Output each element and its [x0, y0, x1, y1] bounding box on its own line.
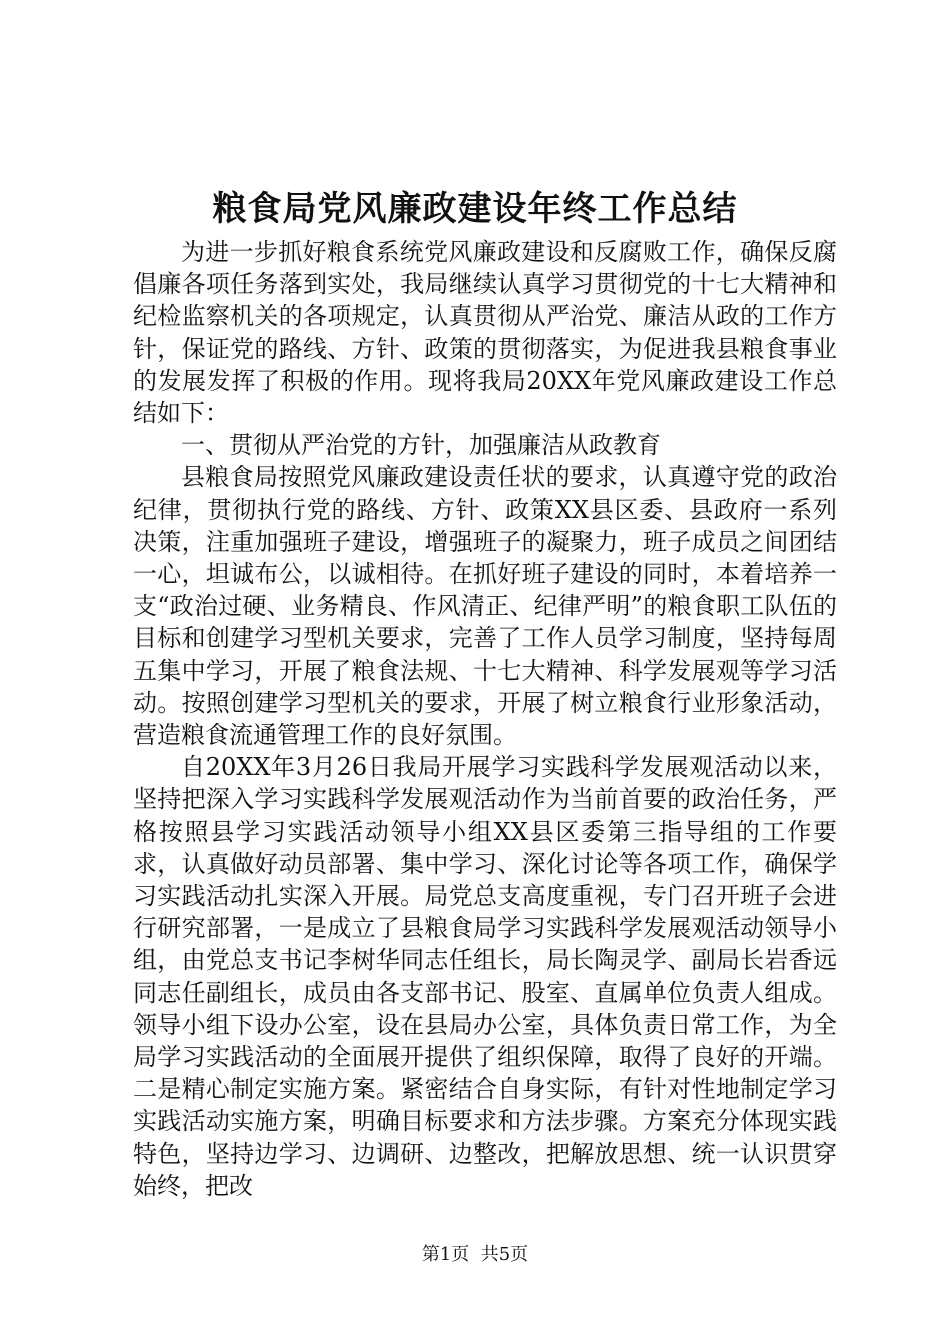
body-paragraph: 县粮食局按照党风廉政建设责任状的要求，认真遵守党的政治纪律，贯彻执行党的路线、方针、政策XX县区委、县政府一系列决策，注重加强班子建设，增强班子的凝聚力，班子成员之间团结一心，坦诚布公，以诚相待。在抓好班子建设的同时，本着培养一支“政治过硬、业务精良、作风清正、纪律严明”的粮食职工队伍的目标和创建学习型机关要求，完善了工作人员学习制度，坚持每周五集中学习，开展了粮食法规、十七大精神、科学发展观等学习活动。按照创建学习型机关的要求，开展了树立粮食行业形象活动，营造粮食流通管理工作的良好氛围。 [133, 463, 837, 750]
page-number: 第1页 [421, 1244, 470, 1265]
section-heading: 一、贯彻从严治党的方针，加强廉洁从政教育 [181, 431, 661, 460]
page-total: 共5页 [480, 1244, 529, 1265]
document-body [133, 236, 837, 1202]
page-footer [0, 1243, 950, 1267]
body-paragraph: 自20XX年3月26日我局开展学习实践科学发展观活动以来，坚持把深入学习实践科学发展观活动作为当前首要的政治任务，严格按照县学习实践活动领导小组XX县区委第三指导组的工作要求，认真做好动员部署、集中学习、深化讨论等各项工作，确保学习实践活动扎实深入开展。局党总支高度重视，专门召开班子会进行研究部署，一是成立了县粮食局学习实践科学发展观活动领导小组，由党总支书记李树华同志任组长，局长陶灵学、副局长岩香远同志任副组长，成员由各支部书记、股室、直属单位负责人组成。领导小组下设办公室，设在县局办公室，具体负责日常工作，为全局学习实践活动的全面展开提供了组织保障，取得了良好的开端。二是精心制定实施方案。紧密结合自身实际，有针对性地制定学习实践活动实施方案，明确目标要求和方法步骤。方案充分体现实践特色，坚持边学习、边调研、边整改，把解放思想、统一认识贯穿始终，把改 [133, 753, 837, 1200]
document-title: 粮食局党风廉政建设年终工作总结 [212, 189, 738, 229]
intro-paragraph: 为进一步抓好粮食系统党风廉政建设和反腐败工作，确保反腐倡廉各项任务落到实处，我局继续认真学习贯彻党的十七大精神和纪检监察机关的各项规定，认真贯彻从严治党、廉洁从政的工作方针，保证党的路线、方针、政策的贯彻落实，为促进我县粮食事业的发展发挥了积极的作用。现将我局20XX年党风廉政建设工作总结如下： [133, 238, 837, 428]
